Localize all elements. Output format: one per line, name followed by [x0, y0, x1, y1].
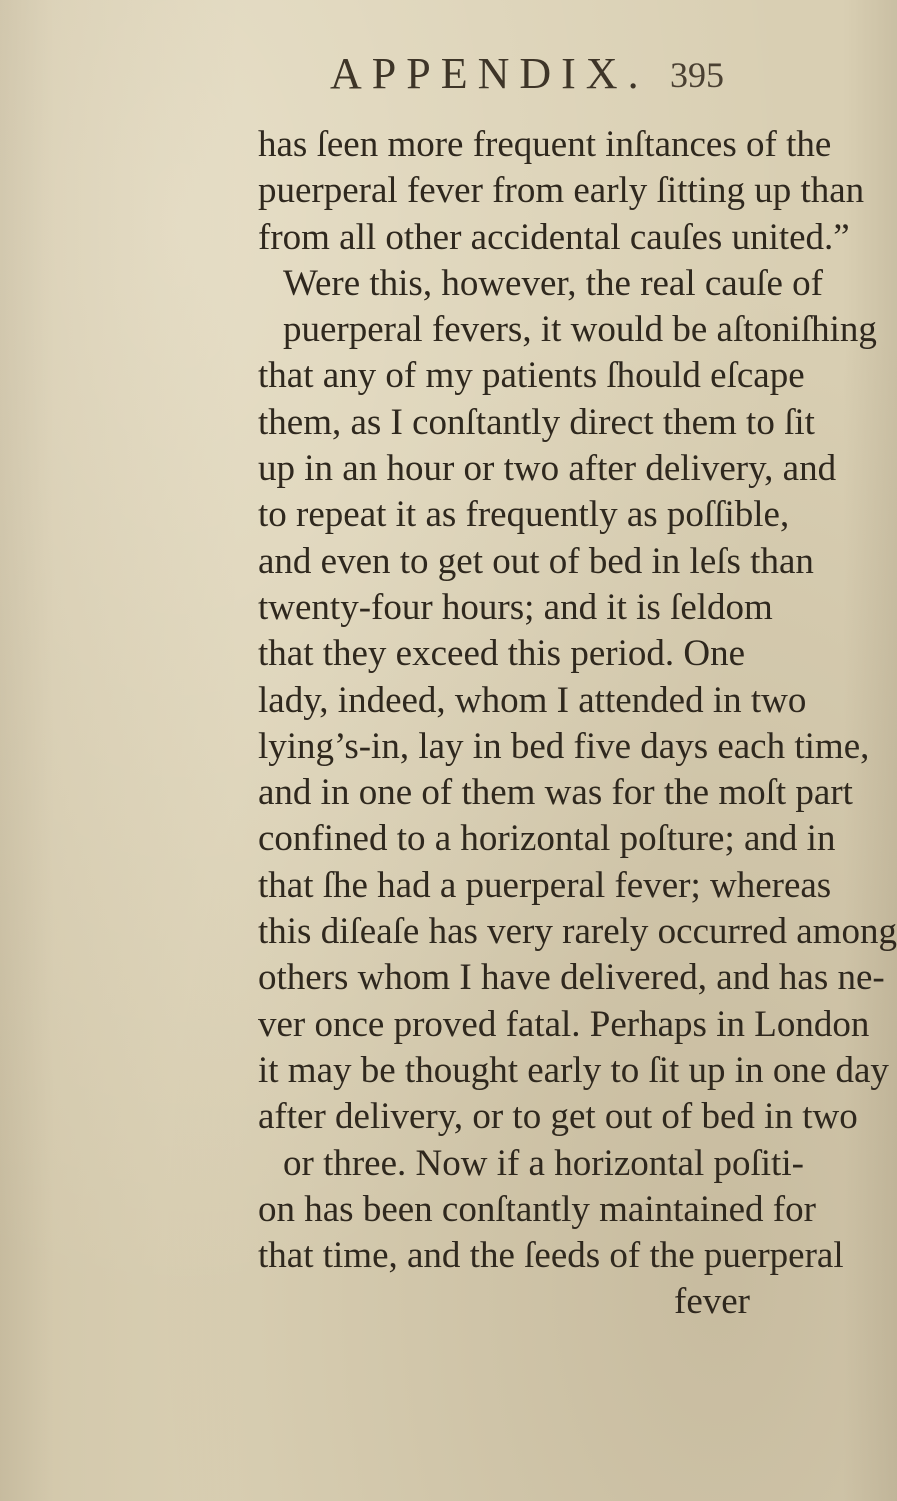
- text-line: that they exceed this period. One: [258, 633, 745, 675]
- text-line: that any of my patients ſhould eſcape: [258, 355, 805, 397]
- text-line: it may be thought early to ſit up in one day: [258, 1049, 889, 1091]
- text-line: this diſeaſe has very rarely occurred among: [258, 911, 897, 953]
- page-edge-shadow: [0, 0, 240, 1501]
- text-line: and in one of them was for the moſt part: [258, 772, 853, 814]
- text-line: to repeat it as frequently as poſſible,: [258, 494, 790, 536]
- text-line: confined to a horizontal poſture; and in: [258, 818, 836, 860]
- catchword: fever: [674, 1281, 750, 1323]
- running-header: [0, 48, 800, 108]
- text-line: has ſeen more frequent inſtances of the: [258, 124, 832, 165]
- text-line: and even to get out of bed in leſs than: [258, 540, 814, 582]
- text-line: ver once proved fatal. Perhaps in London: [258, 1003, 870, 1045]
- text-line: twenty-four hours; and it is ſeldom: [258, 586, 773, 628]
- text-line: or three. Now if a horizontal poſiti-: [283, 1142, 804, 1184]
- text-line: after delivery, or to get out of bed in two: [258, 1096, 858, 1138]
- text-line: others whom I have delivered, and has ne-: [258, 957, 885, 999]
- text-line: that time, and the ſeeds of the puerperal: [258, 1235, 844, 1277]
- text-line: puerperal fevers, it would be aſtoniſhing: [283, 309, 877, 351]
- body-text: [258, 122, 897, 1326]
- text-line: that ſhe had a puerperal fever; whereas: [258, 864, 832, 906]
- text-line: Were this, however, the real cauſe of: [283, 262, 824, 304]
- text-line: puerperal fever from early ſitting up than: [258, 170, 865, 212]
- text-line: up in an hour or two after delivery, and: [258, 448, 837, 490]
- text-line: from all other accidental cauſes united.”: [258, 216, 850, 258]
- text-line: them, as I conſtantly direct them to ſit: [258, 401, 815, 443]
- text-line: lying’s-in, lay in bed five days each time,: [258, 725, 870, 767]
- text-line: on has been conſtantly maintained for: [258, 1188, 816, 1230]
- running-title: APPENDIX.: [330, 49, 649, 98]
- catchword-line: [258, 1279, 758, 1325]
- text-line: lady, indeed, whom I attended in two: [258, 679, 807, 721]
- page-number: 395: [670, 55, 724, 95]
